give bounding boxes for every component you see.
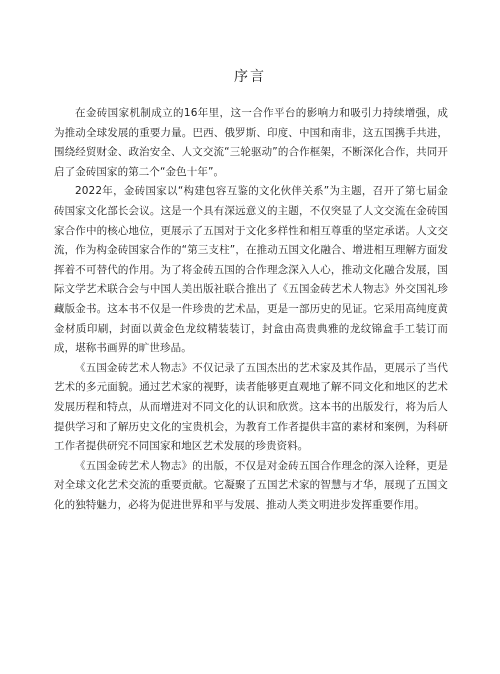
paragraph-2: 2022年，金砖国家以“构建包容互鉴的文化伙伴关系”为主题，召开了第七届金砖国家文化部长会议。这是一个具有深远意义的主题，不仅突显了人文交流在金砖国家合作中的核心地位，更展示了五国对于文化多样性和相互尊重的坚定承诺。人文交流，作为构金砖国家合作的“第三支柱”，在推动五国文化融合、增进相互理解方面发挥着不可替代的作用。为了将金砖五国的合作理念深入人心，推动文化融合发展，国际文学艺术联合会与中国人美出版社联合推出了《五国金砖艺术人物志》外交国礼珍藏版金书。这本书不仅是一件珍贵的艺术品，更是一部历史的见证。它采用高纯度黄金材质印刷，封面以黄金色龙纹精装装订，封盒由高贵典雅的龙纹锦盒手工装订而成，堪称书画界的旷世珍品。 xyxy=(54,185,448,355)
paragraph-3: 《五国金砖艺术人物志》不仅记录了五国杰出的艺术家及其作品，更展示了当代艺术的多元面貌。通过艺术家的视野，读者能够更直观地了解不同文化和地区的艺术发展历程和特点，从而增进对不同文化的认识和欣赏。这本书的出版发行，将为后人提供学习和了解历史文化的宝贵机会，为教育工作者提供丰富的素材和案例，为科研工作者提供研究不同国家和地区艺术发展的珍贵资料。 xyxy=(54,361,448,453)
page-title: 序言 xyxy=(234,69,266,85)
preface-body xyxy=(54,104,448,515)
paragraph-4: 《五国金砖艺术人物志》的出版，不仅是对金砖五国合作理念的深入诠释，更是对全球文化艺术交流的重要贡献。它凝聚了五国艺术家的智慧与才华，展现了五国文化的独特魅力，必将为促进世界和平与发展、推动人类文明进步发挥重要作用。 xyxy=(54,459,448,511)
paragraph-1: 在金砖国家机制成立的16年里，这一合作平台的影响力和吸引力持续增强，成为推动全球发展的重要力量。巴西、俄罗斯、印度、中国和南非，这五国携手共进，围绕经贸财金、政治安全、人文交流“三轮驱动”的合作框架，不断深化合作，共同开启了金砖国家的第二个“金色十年”。 xyxy=(54,107,448,178)
